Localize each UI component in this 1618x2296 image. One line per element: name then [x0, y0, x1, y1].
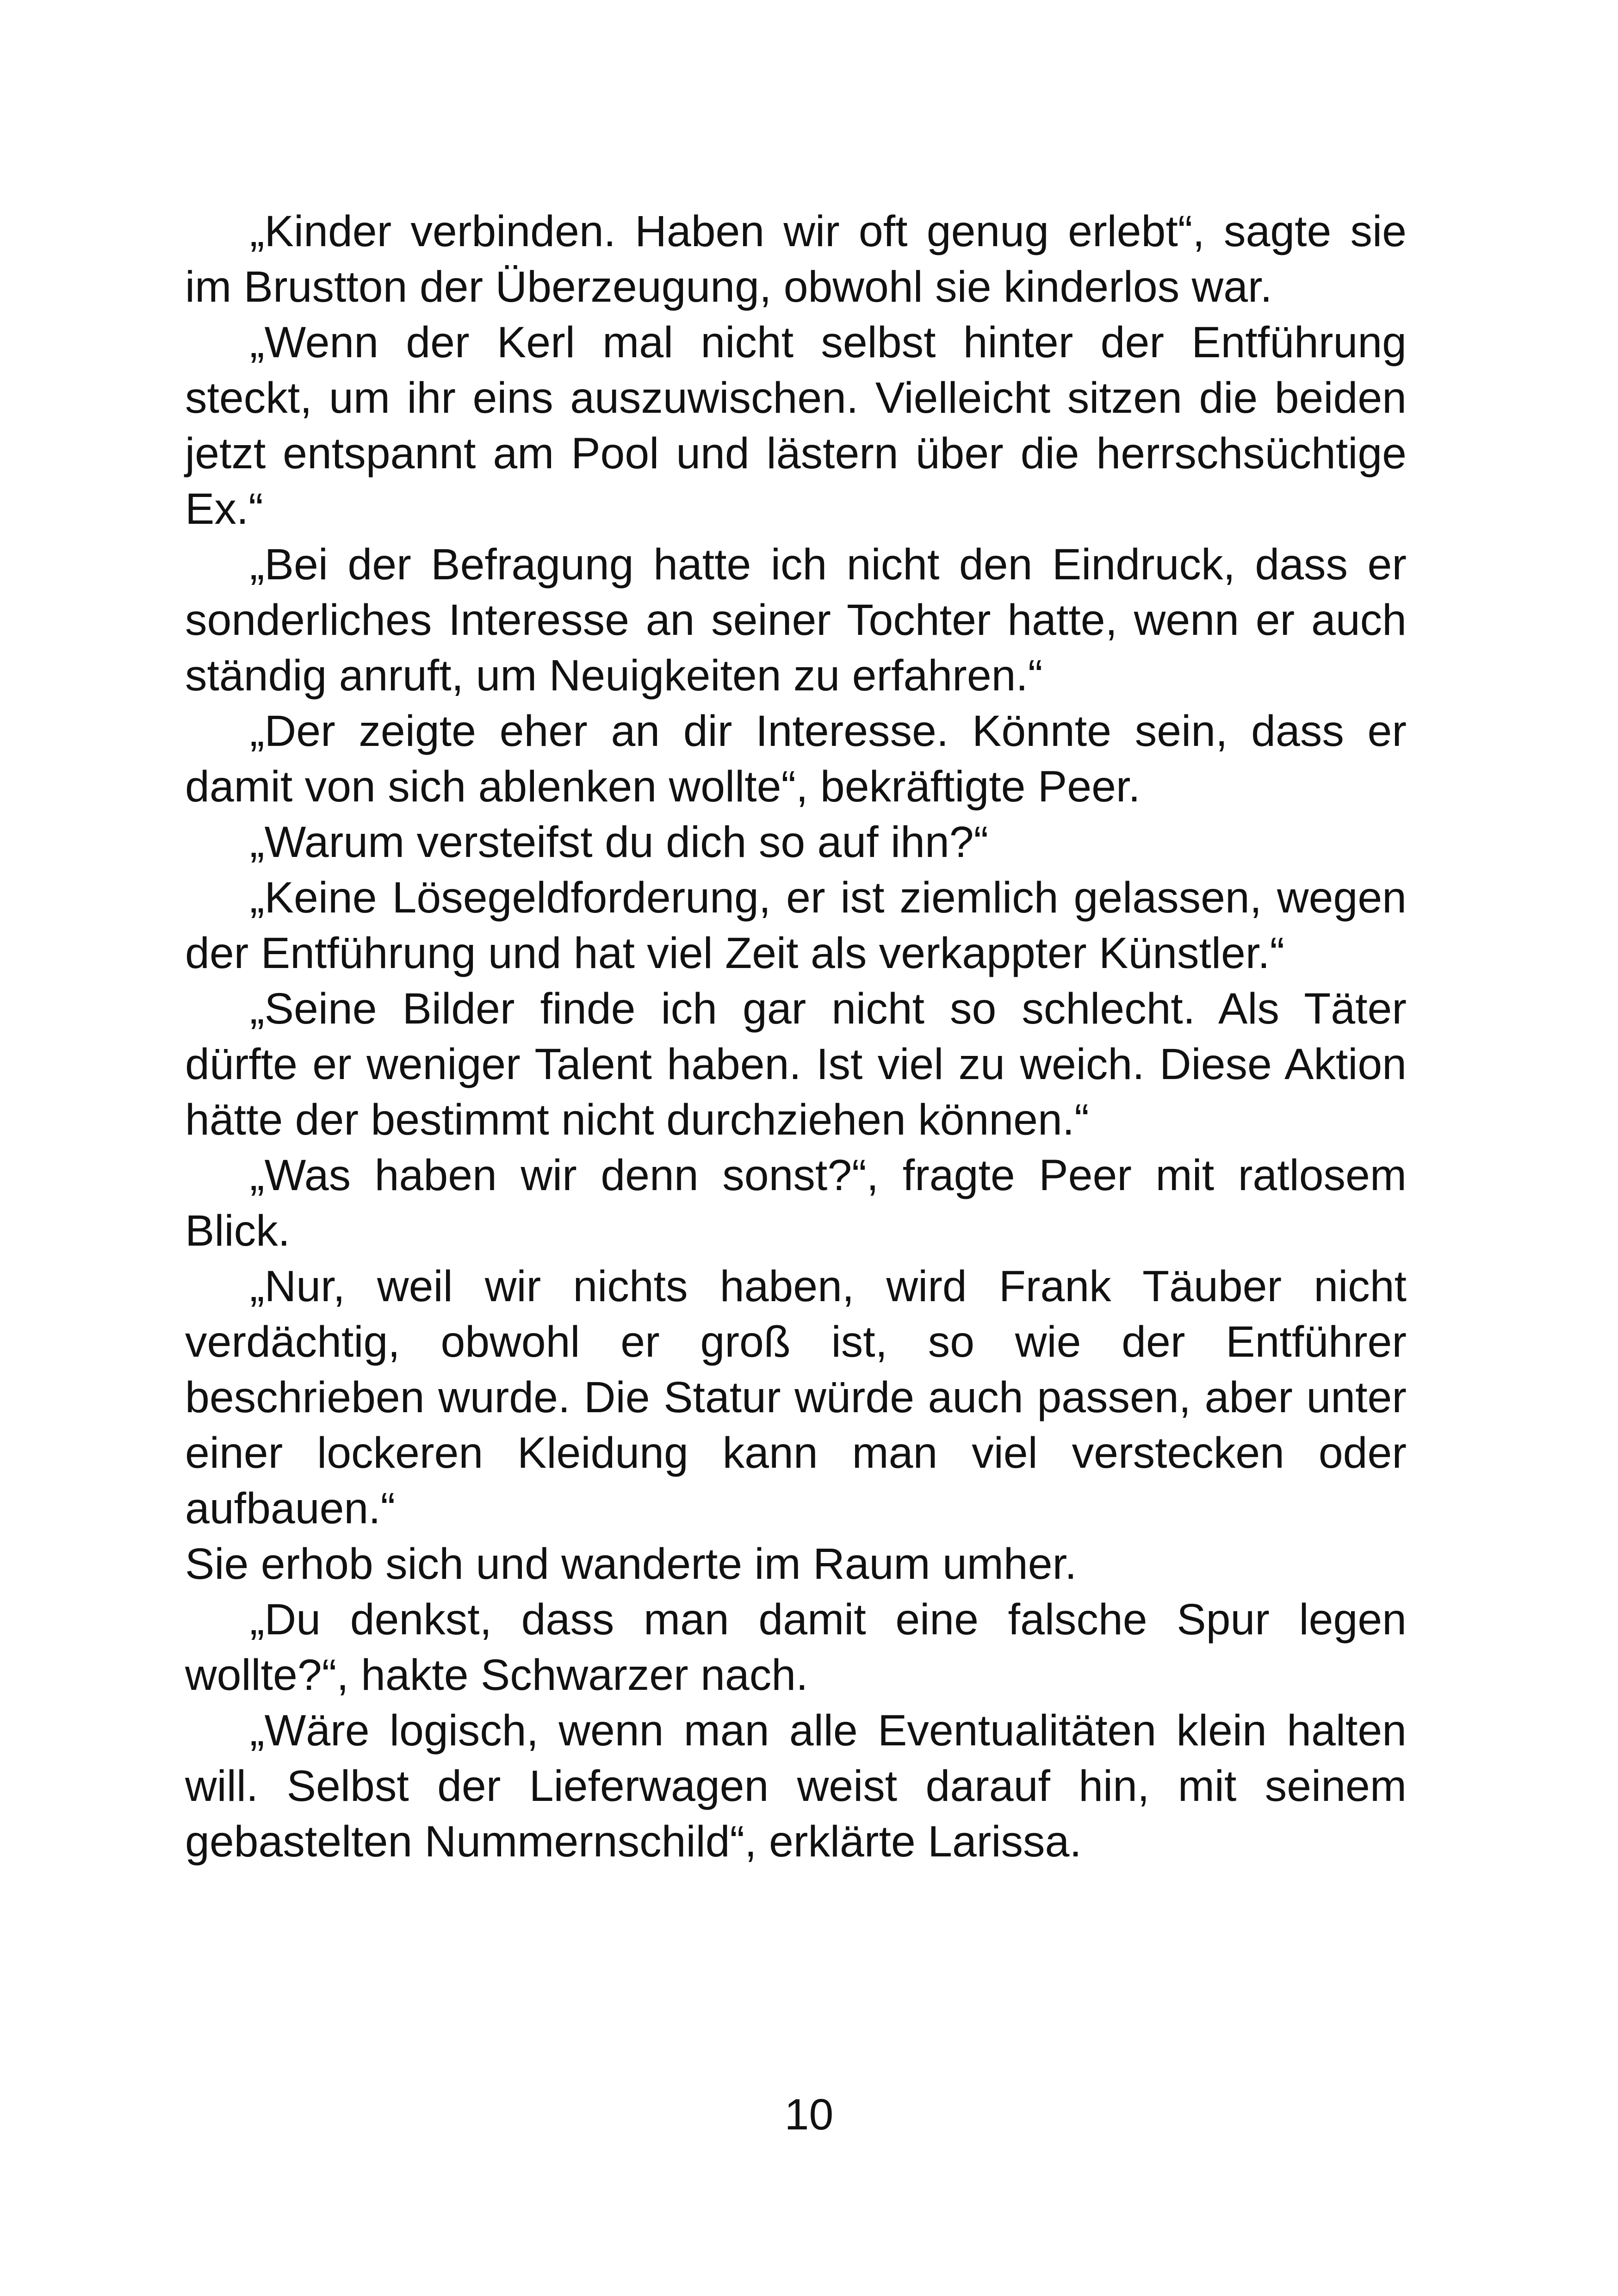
- paragraph: „Nur, weil wir nichts haben, wird Frank Täuber nicht verdächtig, obwohl er groß ist, so wie der Entführer beschrieben wurde. Die Statur würde auch passen, aber unter einer lockeren Kleidung kann man viel verstecken oder aufbauen.“: [185, 1262, 1407, 1533]
- paragraph: „Keine Lösegeldforderung, er ist ziemlich gelassen, wegen der Entführung und hat viel Zeit als verkappter Künstler.“: [185, 873, 1407, 978]
- paragraph: „Wäre logisch, wenn man alle Eventualitäten klein halten will. Selbst der Lieferwagen weist darauf hin, mit seinem gebastelten Nummernschild“, erklärte Larissa.: [185, 1706, 1407, 1866]
- paragraph: Sie erhob sich und wanderte im Raum umher.: [185, 1539, 1077, 1589]
- paragraph: „Wenn der Kerl mal nicht selbst hinter der Entführung steckt, um ihr eins auszuwischen. Vielleicht sitzen die beiden jetzt entspannt am Pool und lästern über die herrschsüchtige Ex.“: [185, 318, 1407, 534]
- body-text: [185, 204, 1407, 1869]
- paragraph: „Was haben wir denn sonst?“, fragte Peer mit ratlosem Blick.: [185, 1151, 1407, 1255]
- page-number: 10: [784, 2090, 834, 2139]
- paragraph: „Kinder verbinden. Haben wir oft genug erlebt“, sagte sie im Brustton der Überzeugung, obwohl sie kinderlos war.: [185, 207, 1407, 311]
- paragraph: „Der zeigte eher an dir Interesse. Könnte sein, dass er damit von sich ablenken wollte“, bekräftigte Peer.: [185, 707, 1407, 811]
- paragraph: „Du denkst, dass man damit eine falsche Spur legen wollte?“, hakte Schwarzer nach.: [185, 1595, 1407, 1700]
- paragraph: „Seine Bilder finde ich gar nicht so schlecht. Als Täter dürfte er weniger Talent haben. Ist viel zu weich. Diese Aktion hätte der bestimmt nicht durchziehen können.“: [185, 984, 1407, 1144]
- paragraph: „Bei der Befragung hatte ich nicht den Eindruck, dass er sonderliches Interesse an seiner Tochter hatte, wenn er auch ständig anruft, um Neuigkeiten zu erfahren.“: [185, 540, 1407, 700]
- paragraph: „Warum versteifst du dich so auf ihn?“: [250, 818, 989, 867]
